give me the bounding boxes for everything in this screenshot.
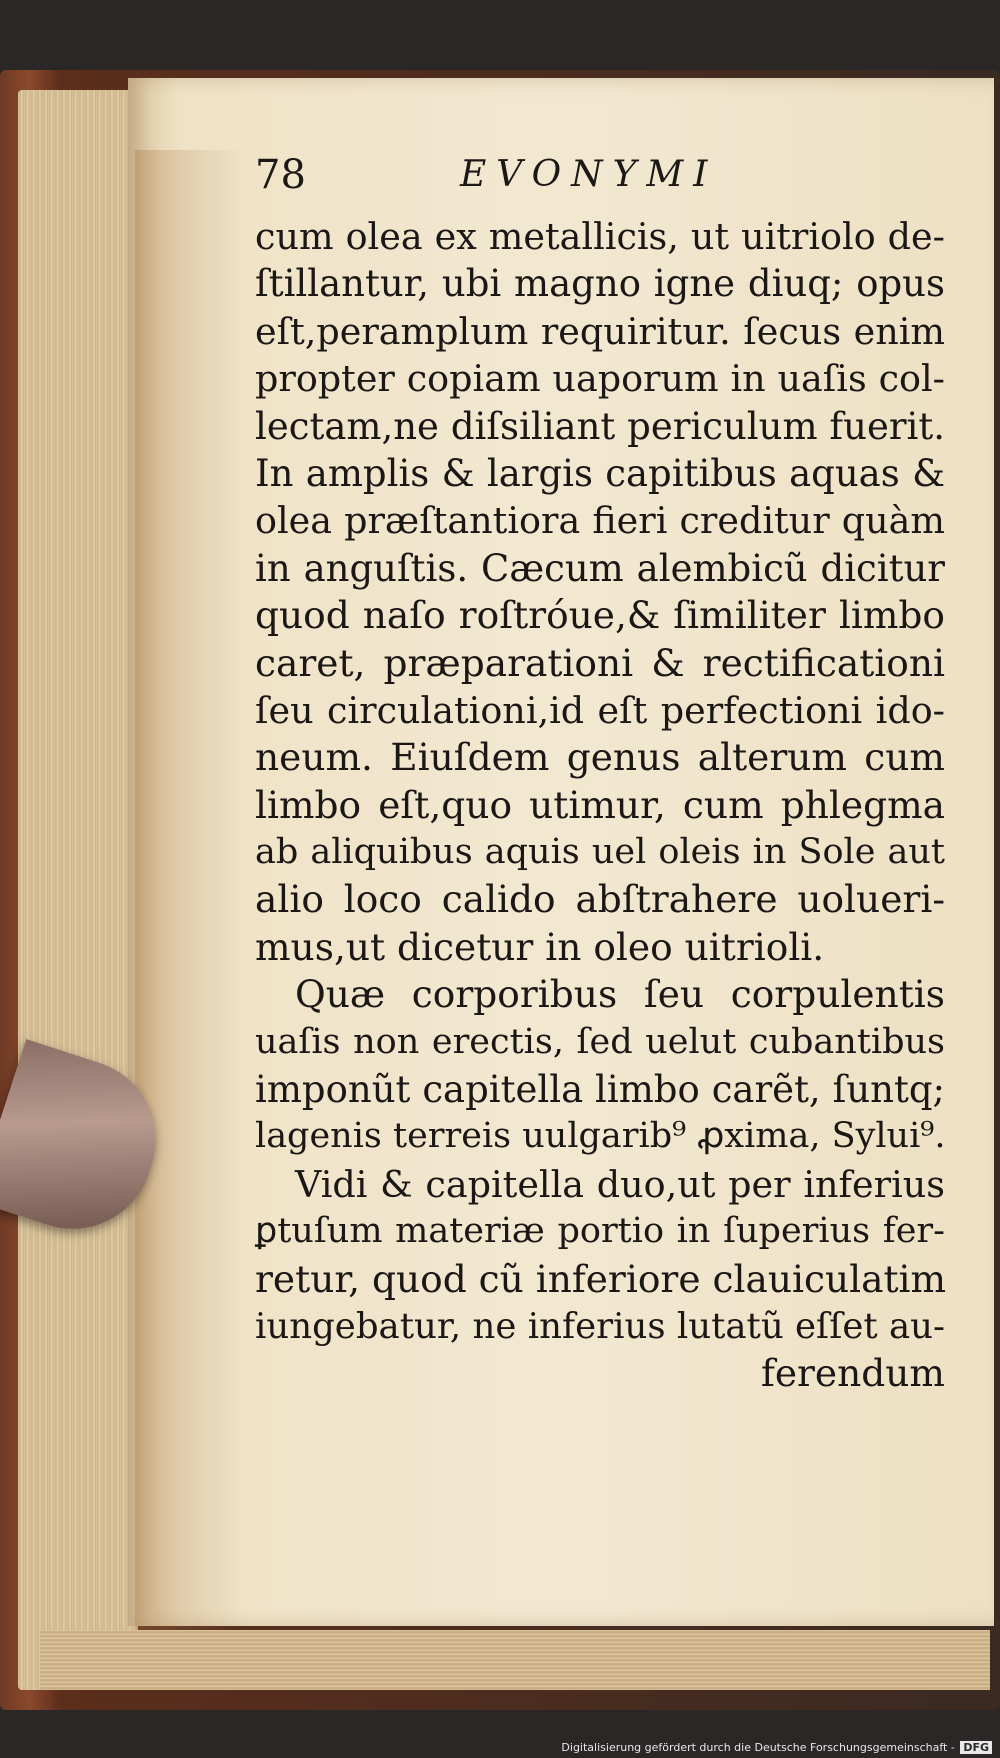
- text-line: Vidi & capitella duo,ut per inferius: [295, 1162, 945, 1206]
- digitization-credit: [561, 1741, 992, 1754]
- text-line: cum olea ex metallicis, ut uitriolo de-: [255, 215, 945, 258]
- running-head: EVONYMI: [460, 154, 718, 195]
- page-header: [255, 152, 975, 212]
- text-line: eſt,peramplum requiritur. ſecus enim: [255, 309, 945, 353]
- text-line: uaſis non erectis, ſed uelut cubantibus: [255, 1021, 945, 1062]
- credit-text: Digitalisierung gefördert durch die Deutsche Forschungsgemeinschaft -: [561, 1741, 955, 1754]
- text-line: lagenis terreis uulgarib⁹ ꝓxima, Sylui⁹.: [255, 1116, 946, 1157]
- text-line: ab aliquibus aquis uel oleis in Sole aut: [255, 832, 945, 873]
- text-line: neum. Eiuſdem genus alterum cum: [255, 735, 945, 780]
- text-block: [255, 213, 945, 1398]
- text-line: lectam,ne diſsiliant periculum fuerit.: [255, 404, 945, 448]
- page-bottom-edges: [40, 1630, 990, 1690]
- text-line: Quæ corporibus ſeu corpulentis: [295, 972, 945, 1017]
- text-line: iungebatur, ne inferius lutatũ eſſet au-: [255, 1305, 945, 1347]
- gutter-stain: [135, 150, 245, 1630]
- text-line: ſtillantur, ubi magno igne diuq; opus: [255, 262, 945, 306]
- dfg-logo: DFG: [960, 1741, 992, 1754]
- text-line: propter copiam uaporum in uaſis col-: [255, 357, 945, 401]
- catchword: ferendum: [760, 1351, 945, 1396]
- text-line: ꝑtuſum materiæ portio in ſuperius fer-: [255, 1211, 945, 1252]
- text-line: mus,ut dicetur in oleo uitrioli.: [255, 924, 825, 969]
- text-line: in anguſtis. Cæcum alembicũ dicitur: [255, 546, 945, 590]
- text-line: In amplis & largis capitibus aquas &: [255, 451, 945, 495]
- text-line: ſeu circulationi,id eſt perfectioni ido-: [255, 688, 945, 732]
- page-edges: [18, 90, 138, 1690]
- text-line: retur, quod cũ inferiore clauiculatim: [255, 1256, 947, 1301]
- page-number: 78: [255, 152, 306, 198]
- text-line: imponũt capitella limbo carẽt, ſuntq;: [255, 1068, 945, 1112]
- text-line: caret, præparationi & rectificationi: [255, 640, 945, 685]
- text-line: alio loco calido abſtrahere uolueri-: [255, 877, 945, 922]
- text-line: olea præſtantiora fieri creditur quàm: [255, 499, 945, 543]
- text-line: limbo eſt,quo utimur, cum phlegma: [255, 782, 945, 827]
- text-line: quod naſo roſtróue,& ſimiliter limbo: [255, 593, 945, 638]
